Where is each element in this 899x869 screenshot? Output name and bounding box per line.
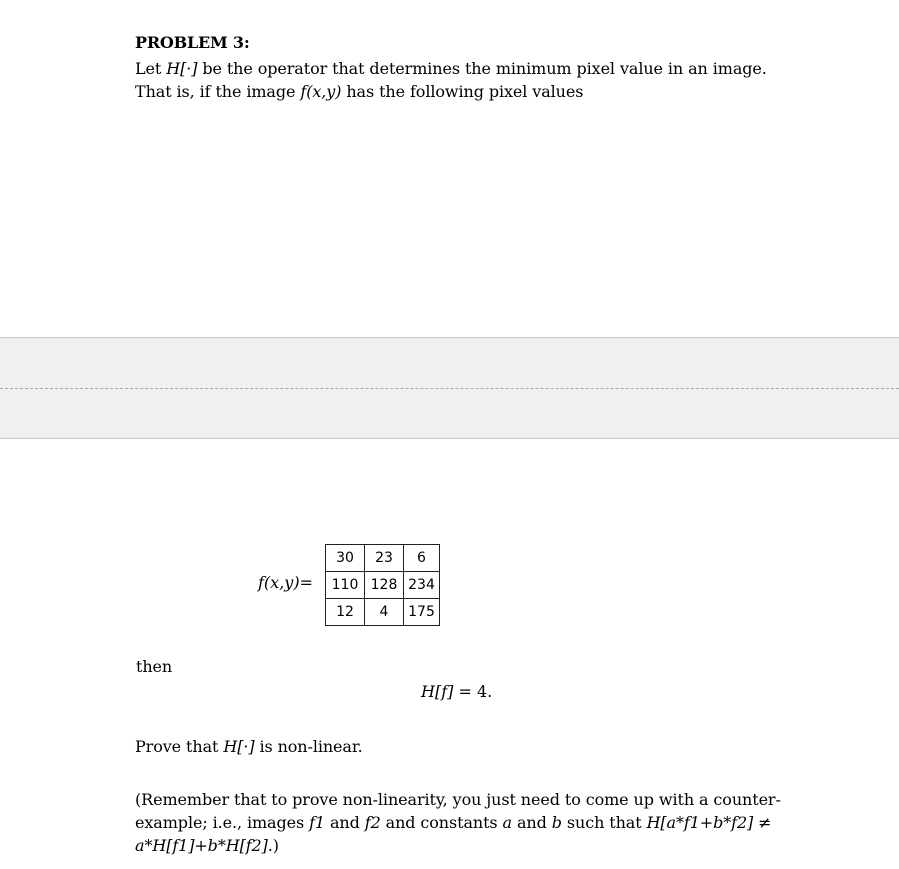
inequality-expression: H[a*f1+b*f2] ≠ <box>646 813 772 832</box>
matrix-row <box>326 599 440 626</box>
matrix-cell: 4 <box>365 599 404 626</box>
then-label: then <box>136 657 173 676</box>
remember-text: and constants <box>380 813 503 832</box>
page-break-divider <box>0 388 899 389</box>
remember-text: example; i.e., images <box>135 813 310 832</box>
remember-text: and <box>511 813 552 832</box>
matrix-cell: 234 <box>404 572 440 599</box>
equation-value: = 4. <box>453 682 493 701</box>
intro-text: has the following pixel values <box>341 82 584 101</box>
image-f1: f1 <box>309 813 325 832</box>
equation-operator: H <box>421 682 435 701</box>
operator-symbol: H[·] <box>223 737 255 756</box>
prove-text: Prove that <box>135 737 224 756</box>
inequality-expression: a*H[f1]+b*H[f2] <box>135 836 268 855</box>
intro-text: Let <box>135 59 167 78</box>
remember-line-2 <box>135 812 771 834</box>
remember-line-3 <box>135 835 279 857</box>
equation-argument: [f] <box>434 682 454 701</box>
matrix-cell: 30 <box>326 545 365 572</box>
intro-text: be the operator that determines the minimum pixel value in an image. <box>197 59 767 78</box>
constant-b: b <box>551 813 562 832</box>
matrix-row <box>326 545 440 572</box>
pixel-matrix <box>325 544 440 626</box>
matrix-cell: 175 <box>404 599 440 626</box>
remember-line-1: (Remember that to prove non-linearity, you just need to come up with a counter- <box>135 790 781 809</box>
matrix-cell: 6 <box>404 545 440 572</box>
intro-text: That is, if the image <box>135 82 301 101</box>
page-break <box>0 337 899 439</box>
intro-line-1 <box>135 58 767 80</box>
remember-text: and <box>324 813 365 832</box>
constant-a: a <box>502 813 512 832</box>
matrix-cell: 12 <box>326 599 365 626</box>
intro-line-2 <box>135 81 583 103</box>
problem-title: PROBLEM 3: <box>135 33 250 52</box>
operator-symbol: H[·] <box>166 59 198 78</box>
image-f2: f2 <box>364 813 381 832</box>
prove-statement <box>135 736 363 758</box>
image-function: f(x,y) <box>300 82 342 101</box>
remember-text: such that <box>561 813 647 832</box>
remember-text: .) <box>267 836 279 855</box>
result-equation <box>421 682 492 701</box>
matrix-cell: 128 <box>365 572 404 599</box>
matrix-cell: 110 <box>326 572 365 599</box>
prove-text: is non-linear. <box>254 737 363 756</box>
matrix-cell: 23 <box>365 545 404 572</box>
matrix-row <box>326 572 440 599</box>
matrix-label: f(x,y)= <box>258 573 313 592</box>
